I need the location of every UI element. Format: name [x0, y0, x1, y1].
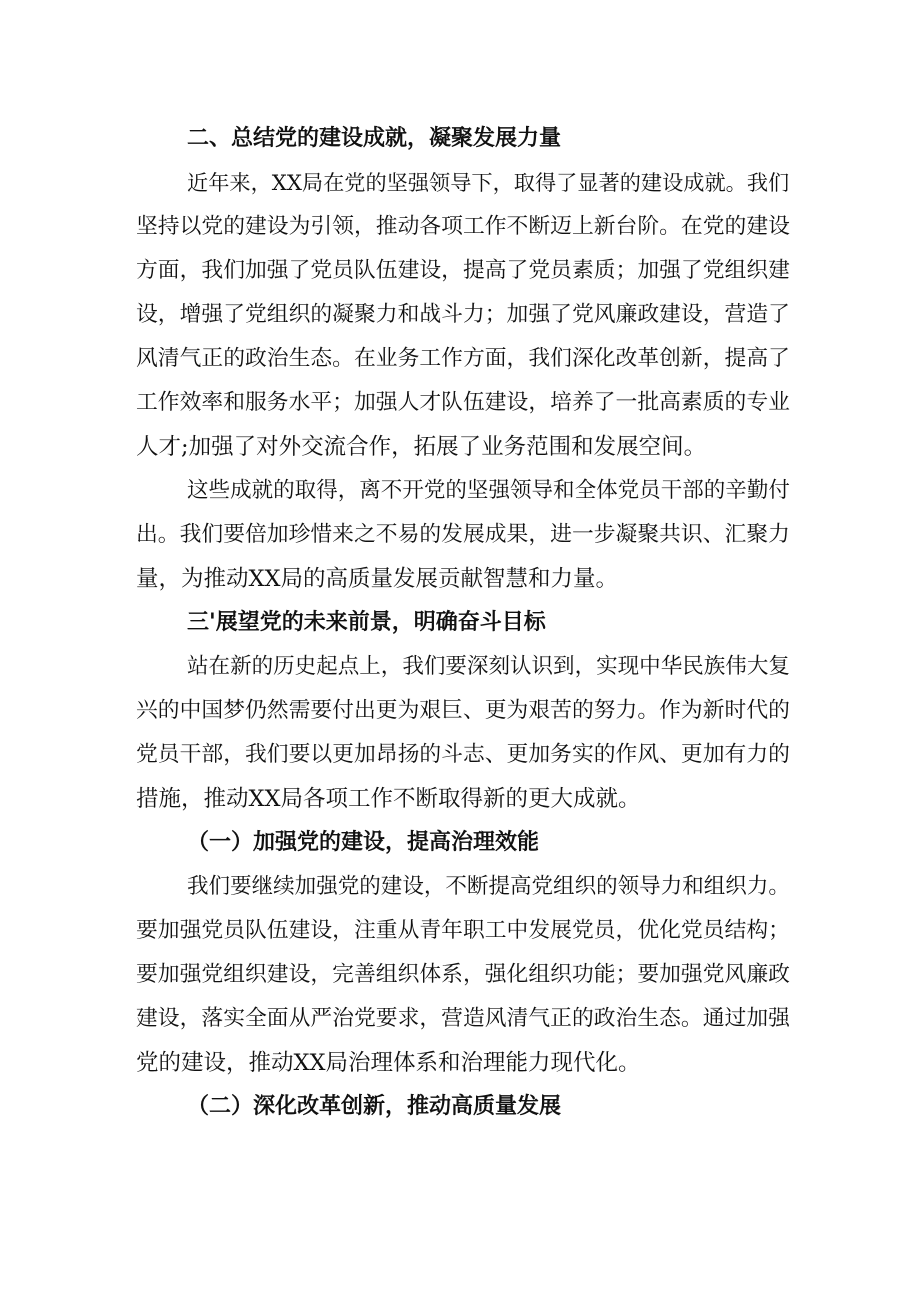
- paragraph-line: 我们要继续加强党的建设，不断提高党组织的领导力和组织力。: [187, 874, 790, 899]
- paragraph-line: 设，增强了党组织的凝聚力和战斗力；加强了党风廉政建设，营造了: [136, 302, 790, 327]
- section-heading: 三'展望党的未来前景，明确奋斗目标: [187, 610, 546, 635]
- paragraph-line: 出。我们要倍加珍惜来之不易的发展成果，进一步凝聚共识、汇聚力: [136, 522, 790, 547]
- paragraph-line: 人才;加强了对外交流合作，拓展了业务范围和发展空间。: [136, 434, 707, 460]
- paragraph-line: 站在新的历史起点上，我们要深刻认识到，实现中华民族伟大复: [187, 654, 790, 679]
- paragraph-line: 党的建设，推动XX局治理体系和治理能力现代化。: [136, 1050, 641, 1076]
- paragraph-line: 量，为推动XX局的高质量发展贡献智慧和力量。: [136, 566, 619, 592]
- paragraph-line: 兴的中国梦仍然需要付出更为艰巨、更为艰苦的努力。作为新时代的: [136, 698, 790, 723]
- paragraph-line: 要加强党员队伍建设，注重从青年职工中发展党员，优化党员结构；: [136, 918, 790, 943]
- paragraph-line: 近年来，XX局在党的坚强领导下，取得了显著的建设成就。我们: [187, 170, 790, 195]
- paragraph-line: 工作效率和服务水平；加强人才队伍建设，培养了一批高素质的专业: [136, 390, 790, 415]
- paragraph-line: 方面，我们加强了党员队伍建设，提高了党员素质；加强了党组织建: [136, 258, 790, 283]
- paragraph-line: 这些成就的取得，离不开党的坚强领导和全体党员干部的辛勤付: [187, 478, 790, 503]
- paragraph-line: 要加强党组织建设，完善组织体系，强化组织功能；要加强党风廉政: [136, 962, 790, 987]
- paragraph-line: 风清气正的政治生态。在业务工作方面，我们深化改革创新，提高了: [136, 346, 790, 371]
- paragraph-line: 坚持以党的建设为引领，推动各项工作不断迈上新台阶。在党的建设: [136, 214, 790, 239]
- paragraph-line: 党员干部，我们要以更加昂扬的斗志、更加务实的作风、更加有力的: [136, 742, 790, 767]
- paragraph-line: 建设，落实全面从严治党要求，营造风清气正的政治生态。通过加强: [136, 1006, 790, 1031]
- subsection-heading: （二）深化改革创新，推动高质量发展: [187, 1094, 562, 1119]
- paragraph-line: 措施，推动XX局各项工作不断取得新的更大成就。: [136, 786, 641, 812]
- section-heading: 二、总结党的建设成就，凝聚发展力量: [187, 126, 562, 151]
- subsection-heading: （一）加强党的建设，提高治理效能: [187, 830, 540, 855]
